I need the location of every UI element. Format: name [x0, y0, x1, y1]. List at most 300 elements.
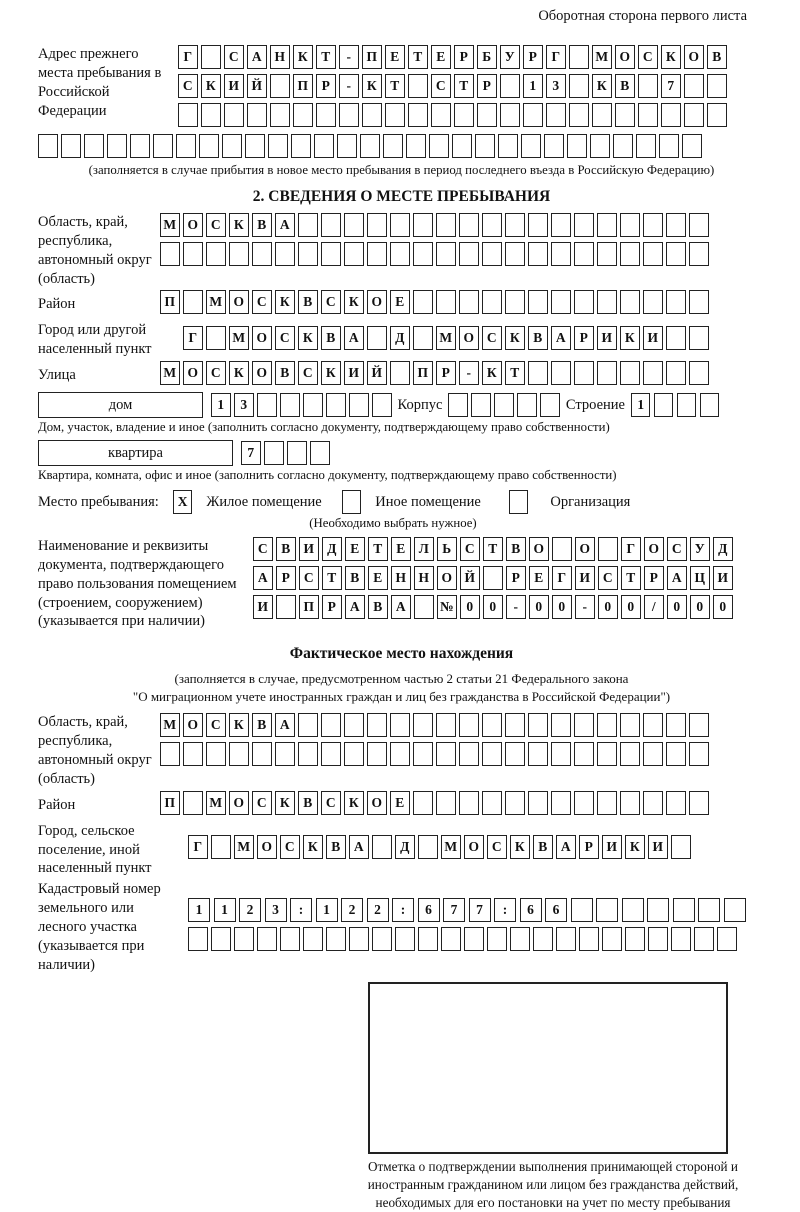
char-box[interactable] [597, 361, 617, 385]
char-box[interactable] [643, 361, 663, 385]
char-box[interactable]: А [247, 45, 267, 69]
char-box[interactable]: - [339, 45, 359, 69]
char-box[interactable]: 0 [667, 595, 687, 619]
char-box[interactable] [367, 742, 387, 766]
char-box[interactable] [464, 927, 484, 951]
char-box[interactable] [349, 927, 369, 951]
char-box[interactable]: Н [391, 566, 411, 590]
char-box[interactable] [188, 927, 208, 951]
char-box[interactable]: Е [390, 791, 410, 815]
house-number-row[interactable] [211, 393, 392, 417]
char-box[interactable] [452, 134, 472, 158]
char-box[interactable] [574, 242, 594, 266]
char-box[interactable] [413, 242, 433, 266]
char-box[interactable]: О [459, 326, 479, 350]
char-box[interactable]: И [713, 566, 733, 590]
char-box[interactable] [413, 791, 433, 815]
char-box[interactable]: И [643, 326, 663, 350]
char-box[interactable] [390, 361, 410, 385]
char-box[interactable]: О [183, 213, 203, 237]
char-box[interactable]: М [592, 45, 612, 69]
char-box[interactable] [408, 103, 428, 127]
char-box[interactable]: П [160, 791, 180, 815]
char-box[interactable]: К [505, 326, 525, 350]
char-box[interactable]: Г [178, 45, 198, 69]
char-box[interactable]: Й [247, 74, 267, 98]
char-box[interactable]: 3 [234, 393, 254, 417]
char-box[interactable] [298, 213, 318, 237]
char-box[interactable]: М [160, 713, 180, 737]
char-box[interactable] [441, 927, 461, 951]
char-box[interactable] [326, 393, 346, 417]
char-box[interactable] [625, 927, 645, 951]
char-box[interactable]: 2 [239, 898, 261, 922]
prev-address-row-2[interactable] [178, 74, 727, 98]
char-box[interactable] [298, 242, 318, 266]
char-box[interactable]: К [229, 713, 249, 737]
char-box[interactable]: А [344, 326, 364, 350]
char-box[interactable]: Т [368, 537, 388, 561]
char-box[interactable] [344, 742, 364, 766]
char-box[interactable] [448, 393, 468, 417]
char-box[interactable]: 0 [598, 595, 618, 619]
char-box[interactable]: 1 [523, 74, 543, 98]
char-box[interactable]: И [602, 835, 622, 859]
char-box[interactable]: В [252, 713, 272, 737]
fact-city-row[interactable] [188, 835, 691, 859]
char-box[interactable] [160, 242, 180, 266]
char-box[interactable] [654, 393, 674, 417]
char-box[interactable]: К [303, 835, 323, 859]
char-box[interactable]: Т [505, 361, 525, 385]
char-box[interactable] [707, 103, 727, 127]
char-box[interactable] [275, 242, 295, 266]
char-box[interactable] [418, 835, 438, 859]
char-box[interactable]: К [275, 791, 295, 815]
char-box[interactable]: Р [454, 45, 474, 69]
char-box[interactable] [620, 742, 640, 766]
char-box[interactable] [671, 927, 691, 951]
char-box[interactable] [643, 213, 663, 237]
char-box[interactable]: К [482, 361, 502, 385]
char-box[interactable] [257, 393, 277, 417]
char-box[interactable]: Р [436, 361, 456, 385]
char-box[interactable]: В [252, 213, 272, 237]
char-box[interactable] [546, 103, 566, 127]
char-box[interactable]: С [598, 566, 618, 590]
char-box[interactable] [268, 134, 288, 158]
char-box[interactable] [183, 290, 203, 314]
char-box[interactable]: Р [506, 566, 526, 590]
char-box[interactable]: О [252, 361, 272, 385]
char-box[interactable]: П [299, 595, 319, 619]
char-box[interactable] [505, 242, 525, 266]
char-box[interactable]: 1 [214, 898, 236, 922]
char-box[interactable] [337, 134, 357, 158]
apartment-number-row[interactable] [241, 441, 330, 465]
char-box[interactable]: Т [621, 566, 641, 590]
char-box[interactable]: В [276, 537, 296, 561]
char-box[interactable] [471, 393, 491, 417]
char-box[interactable] [597, 213, 617, 237]
char-box[interactable]: А [275, 213, 295, 237]
char-box[interactable] [528, 742, 548, 766]
char-box[interactable] [528, 290, 548, 314]
char-box[interactable]: И [299, 537, 319, 561]
char-box[interactable]: 0 [483, 595, 503, 619]
char-box[interactable] [643, 713, 663, 737]
char-box[interactable] [459, 242, 479, 266]
document-row-2[interactable] [253, 566, 733, 590]
char-box[interactable]: Е [431, 45, 451, 69]
char-box[interactable] [280, 927, 300, 951]
char-box[interactable] [569, 74, 589, 98]
char-box[interactable] [270, 74, 290, 98]
char-box[interactable] [280, 393, 300, 417]
char-box[interactable] [385, 103, 405, 127]
char-box[interactable] [252, 242, 272, 266]
char-box[interactable] [360, 134, 380, 158]
char-box[interactable]: Г [552, 566, 572, 590]
char-box[interactable] [551, 713, 571, 737]
char-box[interactable]: А [275, 713, 295, 737]
char-box[interactable] [505, 791, 525, 815]
char-box[interactable]: С [253, 537, 273, 561]
char-box[interactable]: Д [390, 326, 410, 350]
char-box[interactable] [183, 242, 203, 266]
char-box[interactable] [321, 713, 341, 737]
char-box[interactable] [390, 242, 410, 266]
char-box[interactable] [247, 103, 267, 127]
char-box[interactable] [598, 537, 618, 561]
char-box[interactable]: С [460, 537, 480, 561]
char-box[interactable] [275, 742, 295, 766]
char-box[interactable] [521, 134, 541, 158]
char-box[interactable] [574, 791, 594, 815]
char-box[interactable] [569, 45, 589, 69]
char-box[interactable] [597, 242, 617, 266]
char-box[interactable] [689, 361, 709, 385]
char-box[interactable]: В [326, 835, 346, 859]
char-box[interactable]: В [506, 537, 526, 561]
char-box[interactable] [293, 103, 313, 127]
char-box[interactable]: 2 [367, 898, 389, 922]
char-box[interactable]: О [367, 290, 387, 314]
fact-district-row[interactable] [160, 791, 709, 815]
char-box[interactable]: О [615, 45, 635, 69]
char-box[interactable] [528, 791, 548, 815]
char-box[interactable]: К [229, 213, 249, 237]
char-box[interactable] [505, 290, 525, 314]
char-box[interactable] [367, 242, 387, 266]
char-box[interactable]: 7 [469, 898, 491, 922]
char-box[interactable] [620, 361, 640, 385]
char-box[interactable] [130, 134, 150, 158]
char-box[interactable] [620, 290, 640, 314]
char-box[interactable]: - [575, 595, 595, 619]
char-box[interactable]: С [638, 45, 658, 69]
char-box[interactable] [597, 290, 617, 314]
char-box[interactable] [206, 326, 226, 350]
char-box[interactable]: М [234, 835, 254, 859]
char-box[interactable] [291, 134, 311, 158]
char-box[interactable] [321, 742, 341, 766]
char-box[interactable] [344, 242, 364, 266]
document-row-3[interactable] [253, 595, 733, 619]
char-box[interactable]: И [648, 835, 668, 859]
char-box[interactable] [523, 103, 543, 127]
char-box[interactable]: : [494, 898, 516, 922]
char-box[interactable] [551, 742, 571, 766]
char-box[interactable]: - [459, 361, 479, 385]
char-box[interactable] [574, 361, 594, 385]
char-box[interactable]: К [293, 45, 313, 69]
char-box[interactable]: О [644, 537, 664, 561]
char-box[interactable] [298, 742, 318, 766]
char-box[interactable]: Т [385, 74, 405, 98]
char-box[interactable] [390, 742, 410, 766]
char-box[interactable] [459, 213, 479, 237]
char-box[interactable]: А [391, 595, 411, 619]
prev-address-row-1[interactable] [178, 45, 727, 69]
char-box[interactable]: И [344, 361, 364, 385]
korpus-row[interactable] [448, 393, 560, 417]
char-box[interactable]: 3 [265, 898, 287, 922]
char-box[interactable] [229, 742, 249, 766]
char-box[interactable] [643, 791, 663, 815]
char-box[interactable] [257, 927, 277, 951]
char-box[interactable] [592, 103, 612, 127]
char-box[interactable]: Е [529, 566, 549, 590]
char-box[interactable]: В [345, 566, 365, 590]
char-box[interactable] [160, 742, 180, 766]
char-box[interactable] [528, 361, 548, 385]
char-box[interactable]: Р [316, 74, 336, 98]
char-box[interactable] [413, 213, 433, 237]
char-box[interactable] [107, 134, 127, 158]
char-box[interactable] [498, 134, 518, 158]
char-box[interactable] [413, 713, 433, 737]
char-box[interactable]: К [661, 45, 681, 69]
char-box[interactable] [436, 791, 456, 815]
char-box[interactable]: Б [477, 45, 497, 69]
char-box[interactable] [206, 742, 226, 766]
char-box[interactable]: О [684, 45, 704, 69]
char-box[interactable]: 2 [341, 898, 363, 922]
char-box[interactable] [571, 898, 593, 922]
char-box[interactable]: С [280, 835, 300, 859]
char-box[interactable] [264, 441, 284, 465]
char-box[interactable]: С [178, 74, 198, 98]
char-box[interactable]: А [551, 326, 571, 350]
char-box[interactable]: О [229, 290, 249, 314]
char-box[interactable] [298, 713, 318, 737]
char-box[interactable] [413, 326, 433, 350]
char-box[interactable] [413, 742, 433, 766]
char-box[interactable] [666, 361, 686, 385]
char-box[interactable] [689, 326, 709, 350]
char-box[interactable] [510, 927, 530, 951]
char-box[interactable] [689, 242, 709, 266]
char-box[interactable] [326, 927, 346, 951]
city-row[interactable] [183, 326, 709, 350]
char-box[interactable] [176, 134, 196, 158]
char-box[interactable]: В [615, 74, 635, 98]
char-box[interactable]: Е [390, 290, 410, 314]
char-box[interactable] [638, 74, 658, 98]
char-box[interactable]: К [362, 74, 382, 98]
char-box[interactable]: 6 [418, 898, 440, 922]
char-box[interactable]: Й [367, 361, 387, 385]
char-box[interactable]: К [321, 361, 341, 385]
stay-option-residential-checkbox[interactable]: X [173, 490, 193, 514]
fact-cadastre-row-1[interactable] [188, 898, 746, 922]
char-box[interactable] [211, 927, 231, 951]
char-box[interactable] [574, 213, 594, 237]
char-box[interactable]: М [229, 326, 249, 350]
char-box[interactable] [418, 927, 438, 951]
char-box[interactable] [682, 134, 702, 158]
char-box[interactable]: М [160, 213, 180, 237]
char-box[interactable]: 0 [690, 595, 710, 619]
char-box[interactable]: В [533, 835, 553, 859]
fact-region-row-1[interactable] [160, 713, 709, 737]
char-box[interactable] [528, 713, 548, 737]
char-box[interactable] [689, 290, 709, 314]
char-box[interactable] [321, 213, 341, 237]
char-box[interactable]: В [368, 595, 388, 619]
char-box[interactable]: М [206, 290, 226, 314]
char-box[interactable] [436, 713, 456, 737]
char-box[interactable] [487, 927, 507, 951]
char-box[interactable]: С [482, 326, 502, 350]
char-box[interactable]: С [275, 326, 295, 350]
char-box[interactable] [199, 134, 219, 158]
char-box[interactable]: П [362, 45, 382, 69]
char-box[interactable] [659, 134, 679, 158]
char-box[interactable]: Д [713, 537, 733, 561]
char-box[interactable]: А [556, 835, 576, 859]
char-box[interactable]: С [487, 835, 507, 859]
char-box[interactable]: Г [546, 45, 566, 69]
char-box[interactable] [540, 393, 560, 417]
street-row[interactable] [160, 361, 709, 385]
char-box[interactable] [647, 898, 669, 922]
char-box[interactable] [505, 213, 525, 237]
char-box[interactable] [528, 213, 548, 237]
char-box[interactable]: Т [316, 45, 336, 69]
char-box[interactable] [648, 927, 668, 951]
char-box[interactable]: Г [621, 537, 641, 561]
stay-option-other-checkbox[interactable] [342, 490, 362, 514]
char-box[interactable] [454, 103, 474, 127]
char-box[interactable]: Н [414, 566, 434, 590]
char-box[interactable] [245, 134, 265, 158]
char-box[interactable] [183, 742, 203, 766]
char-box[interactable] [482, 742, 502, 766]
char-box[interactable]: У [500, 45, 520, 69]
char-box[interactable] [590, 134, 610, 158]
char-box[interactable] [314, 134, 334, 158]
char-box[interactable]: Е [385, 45, 405, 69]
char-box[interactable]: - [506, 595, 526, 619]
char-box[interactable]: Т [483, 537, 503, 561]
char-box[interactable]: 1 [211, 393, 231, 417]
char-box[interactable]: О [367, 791, 387, 815]
char-box[interactable]: Р [523, 45, 543, 69]
char-box[interactable]: М [206, 791, 226, 815]
char-box[interactable]: К [510, 835, 530, 859]
char-box[interactable] [153, 134, 173, 158]
char-box[interactable] [406, 134, 426, 158]
char-box[interactable]: 6 [520, 898, 542, 922]
char-box[interactable]: Р [477, 74, 497, 98]
char-box[interactable] [615, 103, 635, 127]
char-box[interactable] [367, 326, 387, 350]
char-box[interactable] [436, 742, 456, 766]
char-box[interactable] [684, 74, 704, 98]
char-box[interactable] [551, 242, 571, 266]
char-box[interactable] [556, 927, 576, 951]
char-box[interactable] [666, 242, 686, 266]
char-box[interactable] [459, 290, 479, 314]
char-box[interactable] [643, 290, 663, 314]
char-box[interactable]: 3 [546, 74, 566, 98]
char-box[interactable]: М [160, 361, 180, 385]
char-box[interactable] [636, 134, 656, 158]
char-box[interactable]: : [392, 898, 414, 922]
char-box[interactable] [183, 791, 203, 815]
char-box[interactable] [201, 45, 221, 69]
char-box[interactable] [694, 927, 714, 951]
char-box[interactable] [643, 742, 663, 766]
char-box[interactable] [597, 791, 617, 815]
char-box[interactable]: Д [395, 835, 415, 859]
char-box[interactable]: П [293, 74, 313, 98]
char-box[interactable]: 7 [661, 74, 681, 98]
char-box[interactable] [436, 242, 456, 266]
char-box[interactable] [505, 713, 525, 737]
char-box[interactable]: И [253, 595, 273, 619]
char-box[interactable] [201, 103, 221, 127]
char-box[interactable] [597, 713, 617, 737]
char-box[interactable] [206, 242, 226, 266]
char-box[interactable] [211, 835, 231, 859]
char-box[interactable] [689, 213, 709, 237]
char-box[interactable]: О [229, 791, 249, 815]
char-box[interactable] [620, 791, 640, 815]
char-box[interactable]: М [441, 835, 461, 859]
char-box[interactable] [344, 713, 364, 737]
char-box[interactable] [707, 74, 727, 98]
region-row-1[interactable] [160, 213, 709, 237]
char-box[interactable] [689, 713, 709, 737]
char-box[interactable] [517, 393, 537, 417]
char-box[interactable] [579, 927, 599, 951]
char-box[interactable]: П [413, 361, 433, 385]
char-box[interactable]: И [224, 74, 244, 98]
char-box[interactable]: В [275, 361, 295, 385]
char-box[interactable]: С [667, 537, 687, 561]
char-box[interactable] [552, 537, 572, 561]
char-box[interactable]: Т [408, 45, 428, 69]
char-box[interactable]: Н [270, 45, 290, 69]
char-box[interactable]: В [528, 326, 548, 350]
char-box[interactable] [684, 103, 704, 127]
char-box[interactable] [303, 927, 323, 951]
char-box[interactable]: : [290, 898, 312, 922]
char-box[interactable] [229, 242, 249, 266]
